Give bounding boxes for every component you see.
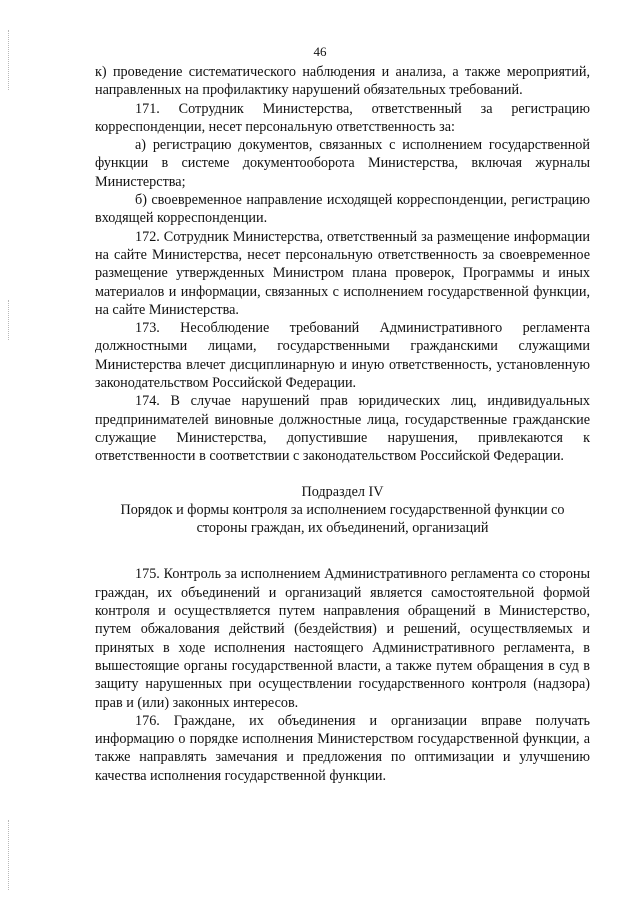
document-body [95,63,590,785]
scan-edge-mark [8,300,10,340]
paragraph-171-b: б) своевременное направление исходящей корреспонденции, регистрацию входящей корреспонденции. [95,192,590,227]
scan-edge-mark [8,820,10,890]
spacer [95,466,590,483]
paragraph-171-a: а) регистрацию документов, связанных с исполнением государственной функции в системе документооборота Министерства, включая журналы Министерства; [95,137,590,190]
paragraph-175: 175. Контроль за исполнением Административного регламента со стороны граждан, их объединений и организаций является самостоятельной формой контроля и осуществляется путем направления обращений в Министерство, путем обжалования действий (бездействия) и решений, осуществляемых и принятых в ходе исполнения настоящего Административного регламента, в вышестоящие органы государственной власти, а также путем обращения в суд в защиту нарушенных при осуществлении государственного контроля (надзора) прав и (или) законных интересов. [95,566,590,711]
paragraph-174: 174. В случае нарушений прав юридических лиц, индивидуальных предпринимателей виновные должностные лица, государственные гражданские служащие Министерства, допустившие нарушения, привлекаются к ответственности в соответствии с законодательством Российской Федерации. [95,393,590,465]
paragraph-173: 173. Несоблюдение требований Административного регламента должностными лицами, государственными гражданскими служащими Министерства влечет дисциплинарную и иную ответственность, установленную законодательством Российской Федерации. [95,320,590,392]
spacer [95,537,590,565]
paragraph-k: к) проведение систематического наблюдения и анализа, а также мероприятий, направленных на профилактику нарушений обязательных требований. [95,64,590,99]
paragraph-171: 171. Сотрудник Министерства, ответственный за регистрацию корреспонденции, несет персональную ответственность за: [95,100,590,135]
subsection-title: Порядок и формы контроля за исполнением государственной функции со стороны граждан, их объединений, организаций [120,501,565,537]
scan-edge-mark [8,30,10,90]
subsection-label: Подраздел IV [301,483,384,500]
page-number: 46 [313,44,327,59]
paragraph-176: 176. Граждане, их объединения и организации вправе получать информацию о порядке исполнения Министерством государственной функции, а также направлять замечания и предложения по оптимизации и улучшению качества исполнения государственной функции. [95,712,590,784]
paragraph-172: 172. Сотрудник Министерства, ответственный за размещение информации на сайте Министерства, несет персональную ответственность за своевременное размещение утвержденных Министром плана проверок, Программы и иных материалов и информации, связанных с исполнением государственной функции, на сайте Министерства. [95,228,590,318]
